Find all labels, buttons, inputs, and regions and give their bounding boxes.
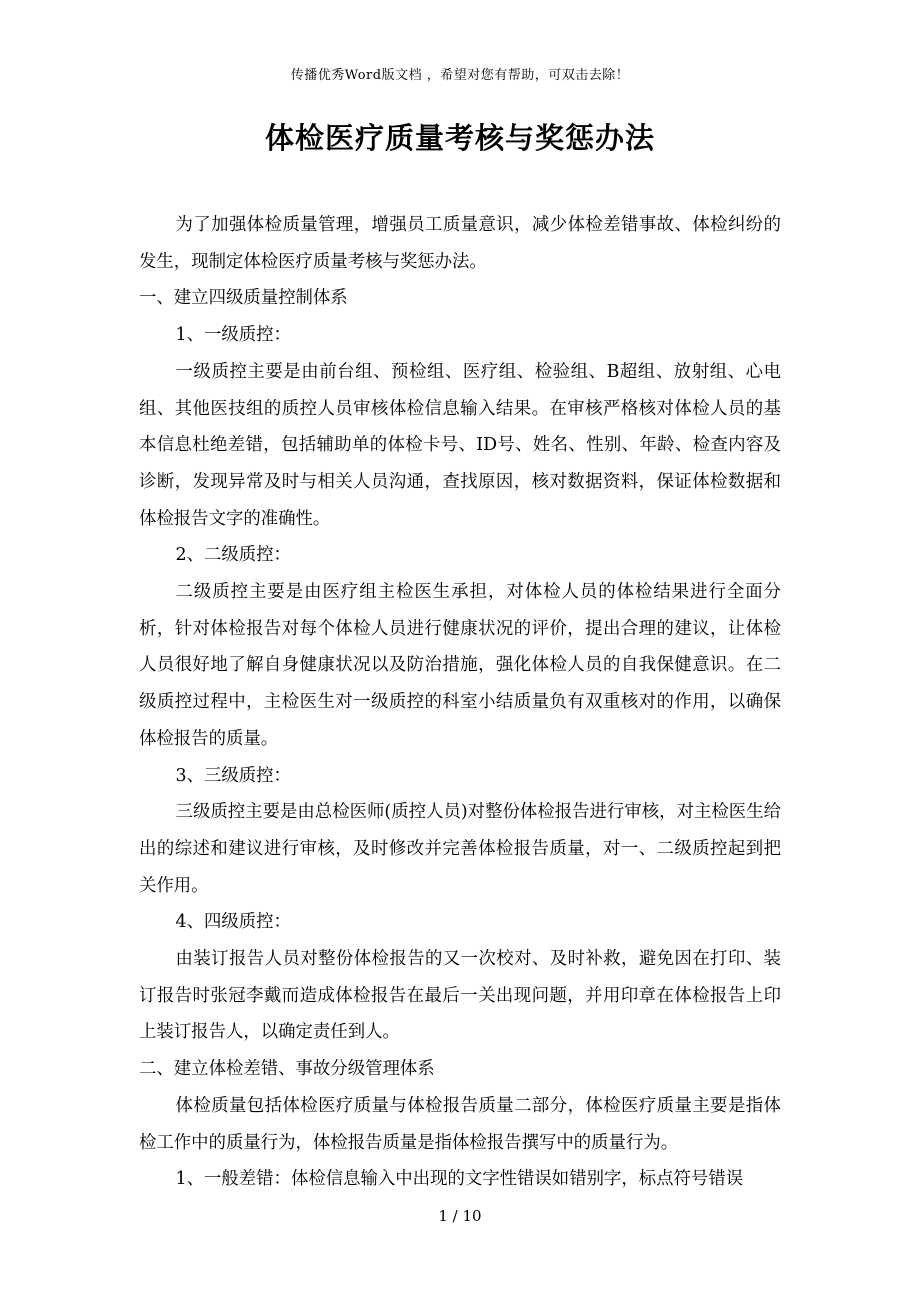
paragraph-level-3: 三级质控主要是由总检医师(质控人员)对整份体检报告进行审核，对主检医生给出的综述和建议进行审核，及时修改并完善体检报告质量，对一、二级质控起到把关作用。 [139,802,781,896]
page-number: 1 / 10 [438,1207,482,1225]
paragraph-level-1: 一级质控主要是由前台组、预检组、医疗组、检验组、B超组、放射组、心电组、其他医技组的质控人员审核体检信息输入结果。在审核严格核对体检人员的基本信息杜绝差错，包括辅助单的体检卡号、ID号、姓名、性别、年龄、检查内容及诊断，发现异常及时与相关人员沟通，查找原因，核对数据资料，保证体检数据和体检报告文字的准确性。 [139,361,781,529]
document-body [139,207,781,1198]
paragraph-quality: 体检质量包括体检医疗质量与体检报告质量二部分，体检医疗质量主要是指体检工作中的质量行为，体检报告质量是指体检报告撰写中的质量行为。 [139,1095,781,1153]
paragraph-general-error: 1、一般差错：体检信息输入中出现的文字性错误如错别字，标点符号错误 [175,1169,744,1190]
paragraph-level-4: 由装订报告人员对整份体检报告的又一次校对、及时补救，避免因在打印、装订报告时张冠李戴而造成体检报告在最后一关出现问题，并用印章在体检报告上印上装订报告人，以确定责任到人。 [139,949,781,1043]
section-heading-2: 二、建立体检差错、事故分级管理体系 [139,1059,435,1080]
paragraph-level-2: 二级质控主要是由医疗组主检医生承担，对体检人员的体检结果进行全面分析，针对体检报告对每个体检人员进行健康状况的评价，提出合理的建议，让体检人员很好地了解自身健康状况以及防治措施，强化体检人员的自我保健意识。在二级质控过程中，主检医生对一级质控的科室小结质量负有双重核对的作用，以确保体检报告的质量。 [139,582,781,749]
subheading-level-4: 4、四级质控： [175,912,291,933]
subheading-level-3: 3、三级质控： [175,765,291,786]
header-note: 传播优秀Word版文档 ，希望对您有帮助，可双击去除！ [290,68,630,83]
paragraph-intro: 为了加强体检质量管理，增强员工质量意识，减少体检差错事故、体检纠纷的发生，现制定体检医疗质量考核与奖惩办法。 [139,215,781,272]
section-heading-1: 一、建立四级质量控制体系 [139,288,348,309]
subheading-level-2: 2、二级质控： [175,545,291,566]
subheading-level-1: 1、一级质控： [175,325,291,346]
document-title: 体检医疗质量考核与奖惩办法 [264,121,655,155]
